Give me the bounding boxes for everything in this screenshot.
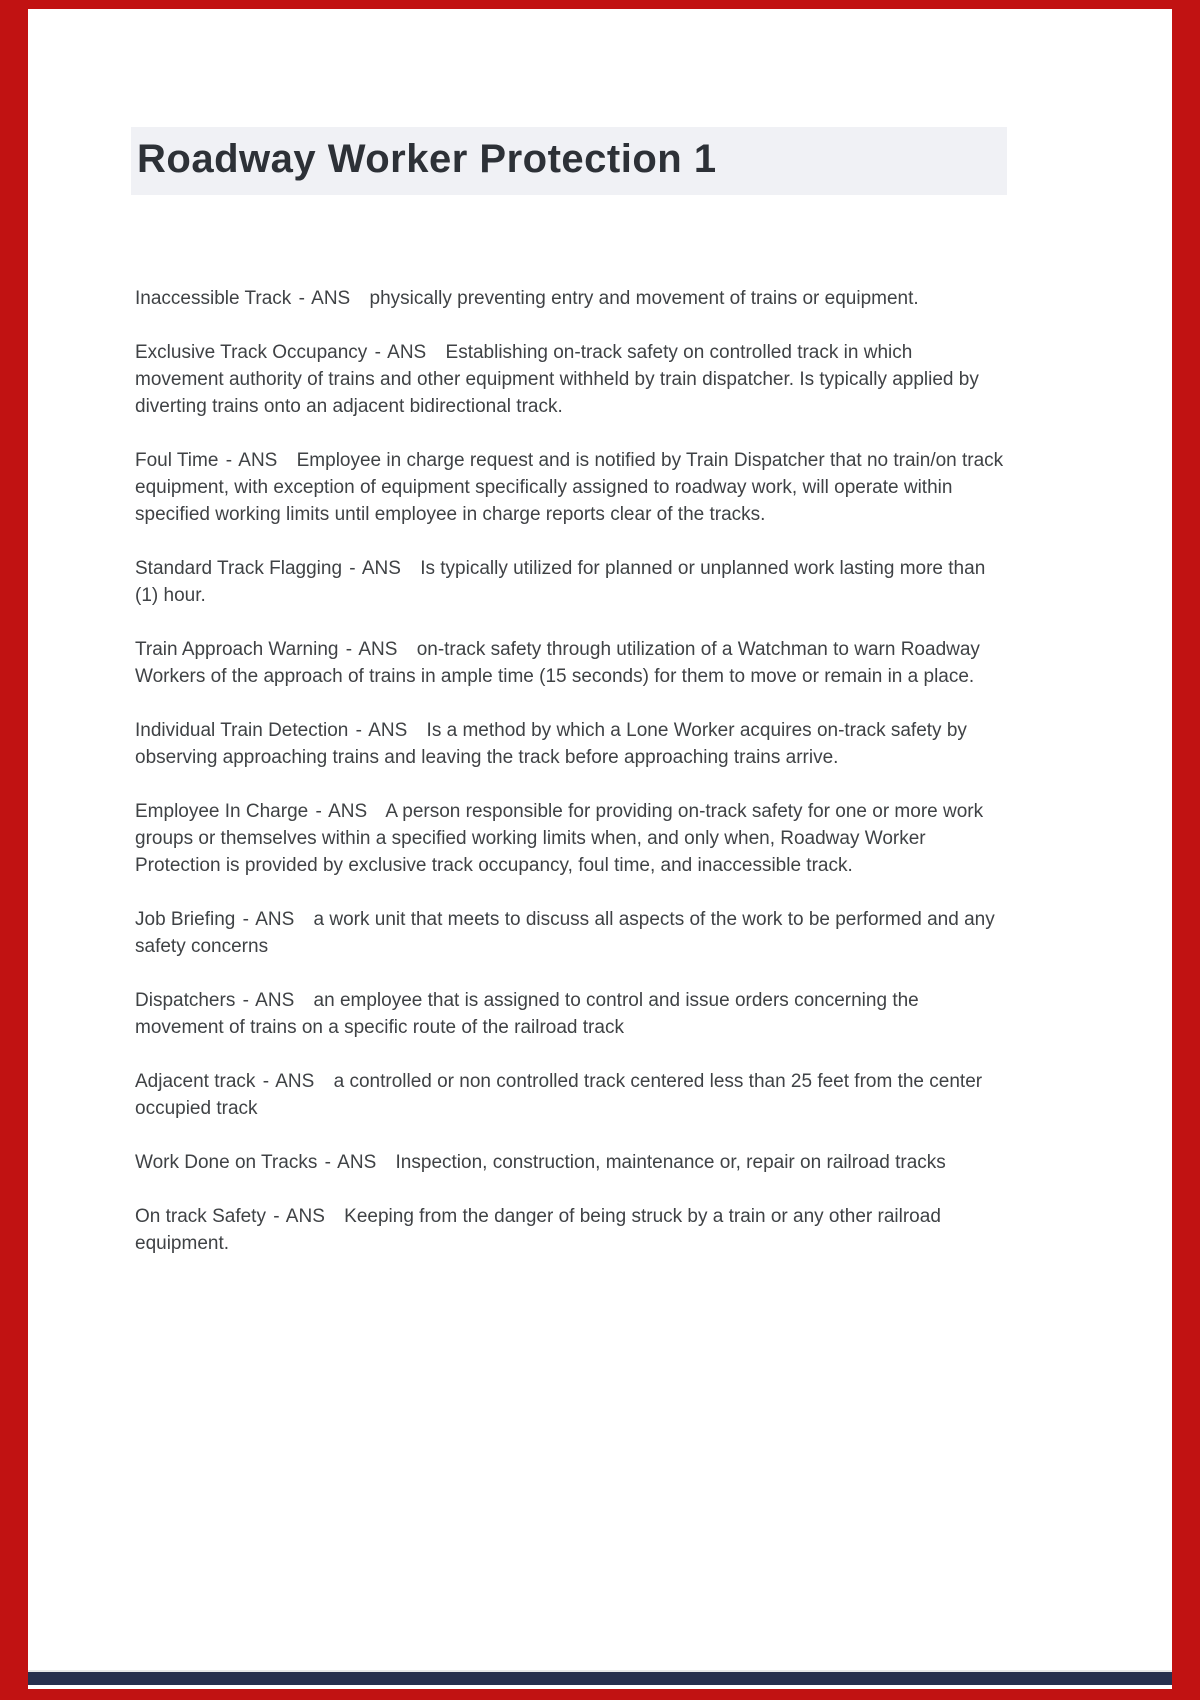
definition-text: Employee in charge request and is notified by Train Dispatcher that no train/on track equipment, with exception of equipment specifically assigned to roadway work, will operate within specified working limits until employee in charge reports clear of the tracks. xyxy=(135,450,1004,525)
definition-text: Establishing on-track safety on controlled track in which movement authority of trains and other equipment withheld by train dispatcher. Is typically applied by diverting trains onto an adjacent bidirectional track. xyxy=(135,342,979,417)
answer-label: ANS xyxy=(255,990,295,1011)
definition-text: a work unit that meets to discuss all aspects of the work to be performed and any safety concerns xyxy=(135,909,995,957)
dash-separator: - xyxy=(242,909,249,930)
definition-text: an employee that is assigned to control and issue orders concerning the movement of trains on a specific route of the railroad track xyxy=(135,990,919,1038)
dash-separator: - xyxy=(298,288,305,309)
term-text: Inaccessible Track xyxy=(135,288,292,309)
dash-separator: - xyxy=(345,639,353,660)
term-definition-item xyxy=(135,555,1005,609)
answer-label: ANS xyxy=(328,801,368,822)
definition-text: Is typically utilized for planned or unplanned work lasting more than (1) hour. xyxy=(135,558,986,606)
term-definition-item xyxy=(135,447,1005,528)
answer-label: ANS xyxy=(238,450,278,471)
term-definition-item xyxy=(135,717,1005,771)
definition-text: A person responsible for providing on-track safety for one or more work groups or themselves within a specified working limits when, and only when, Roadway Worker Protection is provided by exclusive track occupancy, foul time, and inaccessible track. xyxy=(135,801,984,876)
definition-text: Keeping from the danger of being struck by a train or any other railroad equipment. xyxy=(135,1206,941,1254)
dash-separator: - xyxy=(355,720,362,741)
answer-label: ANS xyxy=(368,720,408,741)
answer-label: ANS xyxy=(285,1206,325,1227)
term-text: Job Briefing xyxy=(135,909,236,930)
term-text: Dispatchers xyxy=(135,990,236,1011)
page-title: Roadway Worker Protection 1 xyxy=(137,137,717,181)
term-definition-item xyxy=(135,636,1005,690)
footer-bar xyxy=(28,1670,1172,1685)
dash-separator: - xyxy=(349,558,356,579)
definition-text: a controlled or non controlled track centered less than 25 feet from the center occupied track xyxy=(135,1071,983,1119)
answer-label: ANS xyxy=(358,639,398,660)
term-definition-item xyxy=(135,1149,1005,1176)
term-definition-item xyxy=(135,906,1005,960)
answer-label: ANS xyxy=(311,288,351,309)
definition-text: Is a method by which a Lone Worker acquires on-track safety by observing approaching trains and leaving the track before approaching trains arrive. xyxy=(135,720,967,768)
term-text: Work Done on Tracks xyxy=(135,1152,318,1173)
term-text: Employee In Charge xyxy=(135,801,309,822)
answer-label: ANS xyxy=(255,909,295,930)
dash-separator: - xyxy=(315,801,322,822)
answer-label: ANS xyxy=(337,1152,377,1173)
answer-label: ANS xyxy=(275,1071,315,1092)
term-text: On track Safety xyxy=(135,1206,266,1227)
document-body xyxy=(135,285,1005,1257)
dash-separator: - xyxy=(324,1152,331,1173)
definition-text: on-track safety through utilization of a Watchman to warn Roadway Workers of the approach of trains in ample time (15 seconds) for them to move or remain in a place. xyxy=(135,639,980,687)
dash-separator: - xyxy=(242,990,249,1011)
title-band xyxy=(131,127,1007,195)
dash-separator: - xyxy=(374,342,381,363)
term-text: Foul Time xyxy=(135,450,219,471)
term-definition-item xyxy=(135,339,1005,420)
dash-separator: - xyxy=(262,1071,270,1092)
term-definition-item xyxy=(135,1203,1005,1257)
definition-text: physically preventing entry and movement of trains or equipment. xyxy=(369,288,919,309)
answer-label: ANS xyxy=(361,558,401,579)
dash-separator: - xyxy=(225,450,233,471)
term-definition-item xyxy=(135,987,1005,1041)
term-definition-item xyxy=(135,1068,1005,1122)
term-text: Exclusive Track Occupancy xyxy=(135,342,368,363)
definition-text: Inspection, construction, maintenance or, repair on railroad tracks xyxy=(395,1152,946,1173)
term-text: Individual Train Detection xyxy=(135,720,349,741)
term-text: Standard Track Flagging xyxy=(135,558,343,579)
answer-label: ANS xyxy=(387,342,427,363)
term-definition-item xyxy=(135,285,1005,312)
term-text: Adjacent track xyxy=(135,1071,256,1092)
term-definition-item xyxy=(135,798,1005,879)
term-text: Train Approach Warning xyxy=(135,639,339,660)
dash-separator: - xyxy=(273,1206,280,1227)
